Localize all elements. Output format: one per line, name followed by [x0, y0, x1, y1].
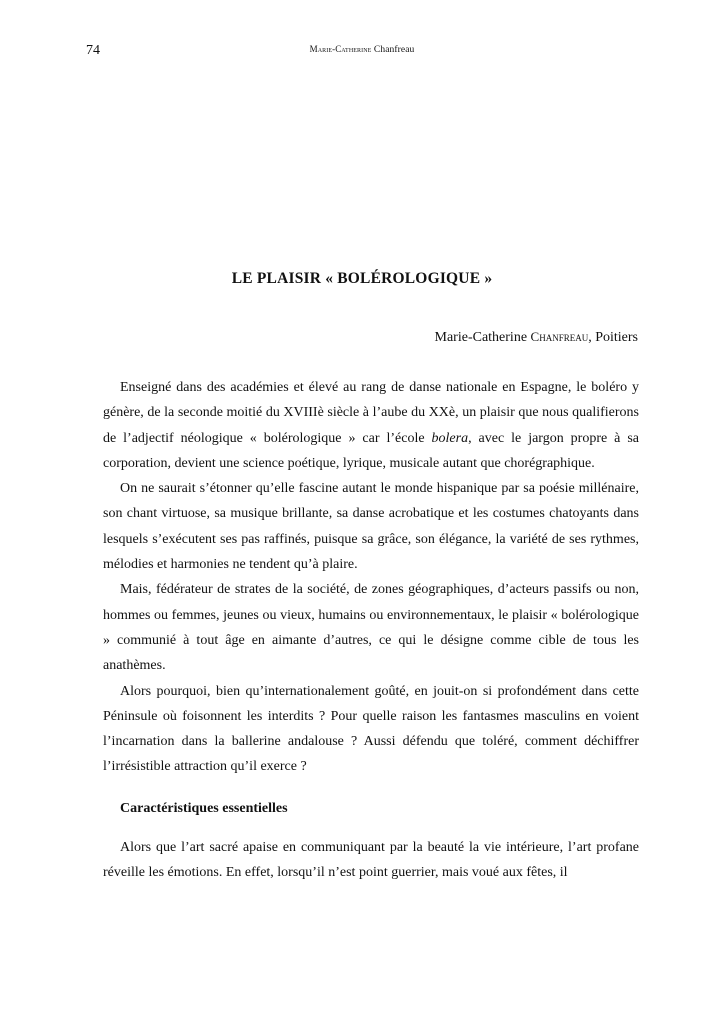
page-number: 74 [86, 43, 100, 58]
article-body [103, 375, 639, 885]
paragraph-1-text-b: , avec le jargon propre à sa corporation, devient une science poétique, lyrique, musicale autant que chorégraphique. [103, 430, 639, 471]
paragraph-1-italic: bolera [431, 430, 469, 446]
byline-given-name: Marie-Catherine [434, 330, 531, 345]
paragraph-5: Alors que l’art sacré apaise en communiquant par la beauté la vie intérieure, l’art profane réveille les émotions. En effet, lorsqu’il n’est point guerrier, mais voué aux fêtes, il [103, 839, 639, 881]
paragraph-1-text-a: Enseigné dans des académies et élevé au rang de danse nationale en Espagne, le boléro y génère, de la seconde moitié du XVIIIè siècle à l’aube du XXè, un plaisir que nous qualifierons de l’adjectif néologique « bolérologique » car l’école [103, 380, 639, 446]
running-head-author-surname: Chanfreau [373, 45, 415, 55]
running-head-author-given: Marie-Catherine [309, 44, 372, 54]
paragraph-4: Alors pourquoi, bien qu’internationalement goûté, en jouit-on si profondément dans cette Péninsule où foisonnent les interdits ? Pour quelle raison les fantasmes masculins en voient l’incarnation dans la ballerine andalouse ? Aussi défendu que toléré, comment déchiffrer l’irrésistible attraction qu’il exerce ? [103, 683, 639, 775]
paragraph-1 [103, 375, 639, 476]
byline [435, 329, 638, 346]
byline-surname: Chanfreau [530, 329, 589, 344]
section-heading: Caractéristiques essentielles [120, 800, 288, 816]
article-title: LE PLAISIR « BOLÉROLOGIQUE » [231, 270, 493, 287]
paragraph-2: On ne saurait s’étonner qu’elle fascine autant le monde hispanique par sa poésie millénaire, son chant virtuose, sa musique brillante, sa danse acrobatique et les costumes chatoyants dans lesquels s’exécutent ses pas raffinés, puisque sa grâce, son élégance, la variété de ses rythmes, mélodies et harmonies ne tendent qu’à plaire. [103, 481, 639, 573]
byline-place: , Poitiers [588, 330, 638, 345]
running-head [0, 44, 724, 55]
paragraph-3: Mais, fédérateur de strates de la société, de zones géographiques, d’acteurs passifs ou non, hommes ou femmes, jeunes ou vieux, humains ou environnementaux, le plaisir « bolérologique » communié à tout âge en aimante d’autres, ce qui le désigne comme cible de tous les anathèmes. [103, 582, 639, 674]
